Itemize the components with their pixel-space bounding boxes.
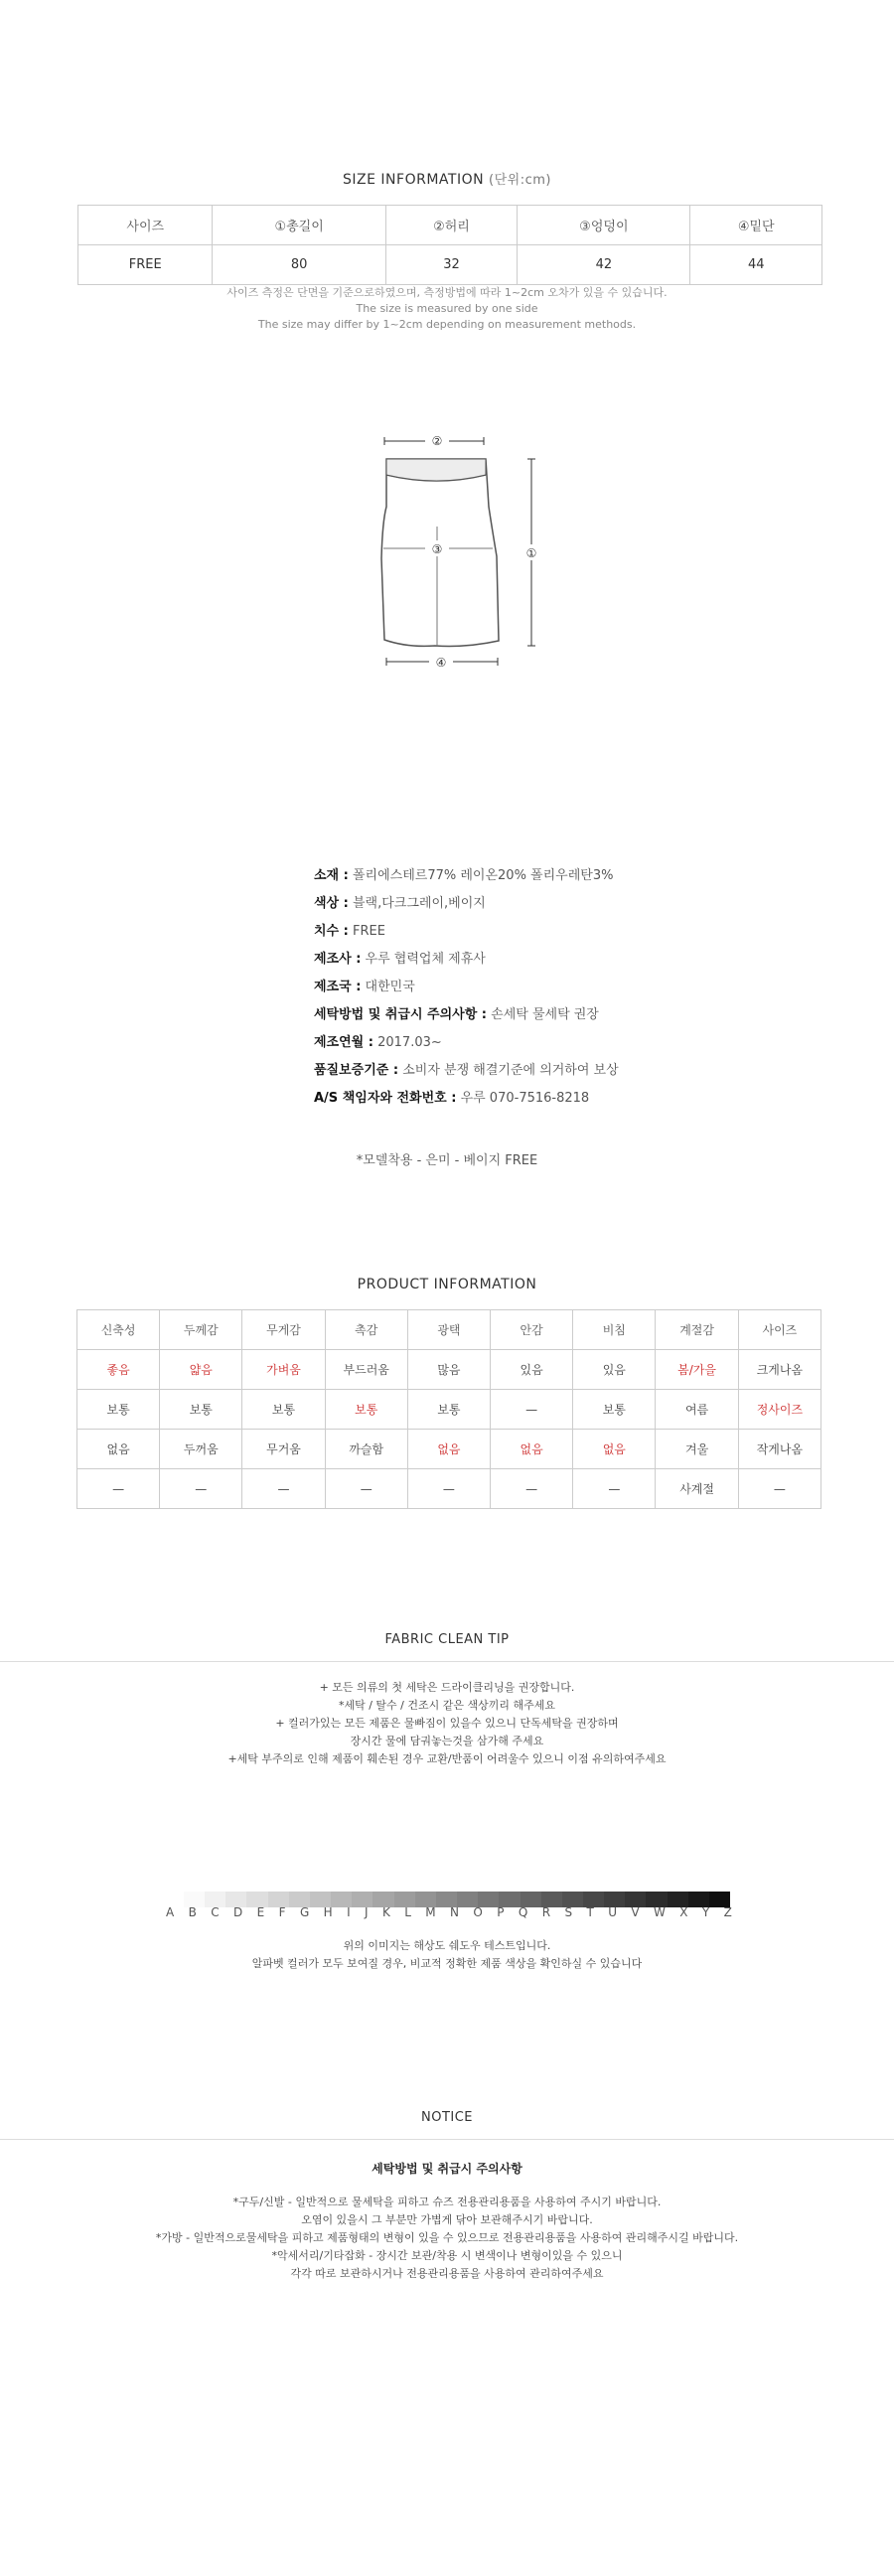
product-cell: 없음	[573, 1430, 656, 1469]
grayscale-letter: H	[323, 1905, 333, 1919]
diagram-label-hem: ④	[435, 656, 447, 670]
grayscale-letter: D	[233, 1905, 243, 1919]
model-note: *모델착용 - 은미 - 베이지 FREE	[356, 1153, 538, 1168]
product-header-cell: 안감	[491, 1310, 573, 1350]
grayscale-letter: B	[188, 1905, 197, 1919]
size-table-row	[78, 245, 822, 285]
product-cell: —	[738, 1469, 820, 1509]
product-header-cell: 무게감	[242, 1310, 325, 1350]
grayscale-letter: I	[347, 1905, 351, 1919]
grayscale-letter: W	[654, 1905, 666, 1919]
grayscale-letter: P	[497, 1905, 505, 1919]
spec-row	[314, 1001, 619, 1029]
spec-row	[314, 946, 619, 974]
product-cell: 보통	[407, 1390, 490, 1430]
size-info-title: SIZE INFORMATION	[343, 172, 485, 188]
spec-value: 대한민국	[365, 980, 415, 994]
product-cell: 정사이즈	[738, 1390, 820, 1430]
fabric-tip-line: + 컬러가있는 모든 제품은 물빠짐이 있을수 있으니 단독세탁을 권장하며	[275, 1717, 619, 1730]
grayscale-letter: T	[586, 1905, 594, 1919]
grayscale-letter: V	[631, 1905, 640, 1919]
product-table-row	[77, 1430, 821, 1469]
product-cell: —	[77, 1469, 160, 1509]
section-divider	[0, 2139, 894, 2140]
spec-label: 색상 :	[314, 896, 349, 911]
product-cell: 좋음	[77, 1350, 160, 1390]
product-cell: 보통	[325, 1390, 407, 1430]
product-cell: 보통	[573, 1390, 656, 1430]
grayscale-letter: F	[278, 1905, 286, 1919]
spec-value: FREE	[352, 924, 385, 939]
product-table-row	[77, 1390, 821, 1430]
product-cell: —	[573, 1469, 656, 1509]
fabric-tip-title: FABRIC CLEAN TIP	[384, 1632, 510, 1647]
grayscale-letter: X	[679, 1905, 688, 1919]
product-table-row	[77, 1469, 821, 1509]
spec-value: 우루 협력업체 제휴사	[365, 952, 486, 967]
spec-value: 손세탁 물세탁 권장	[491, 1007, 599, 1022]
size-table	[77, 205, 822, 285]
notice-subtitle: 세탁방법 및 취급시 주의사항	[372, 2162, 522, 2176]
notice-line: *가방 - 일반적으로물세탁을 피하고 제품형태의 변형이 있을 수 있으므로 전용관리용품을 사용하여 관리해주시길 바랍니다.	[155, 2231, 739, 2244]
grayscale-letter: E	[256, 1905, 265, 1919]
notice-line: *구두/신발 - 일반적으로 물세탁을 피하고 슈즈 전용관리용품을 사용하여 주시기 바랍니다.	[232, 2196, 662, 2208]
spec-row	[314, 1085, 619, 1113]
size-note-line: The size may differ by 1~2cm depending on measurement methods.	[257, 318, 637, 331]
notice-line: *악세서리/기타잡화 - 장시간 보관/착용 시 변색이나 변형이있을 수 있으니	[271, 2249, 623, 2262]
size-header-cell: ②허리	[385, 206, 517, 245]
size-cell: 44	[690, 245, 822, 285]
grayscale-letter: N	[450, 1905, 460, 1919]
spec-row	[314, 1057, 619, 1085]
product-cell: 있음	[491, 1350, 573, 1390]
size-note-line: 사이즈 측정은 단면을 기준으로하였으며, 측정방법에 따라 1~2cm 오차가 있을 수 있습니다.	[226, 286, 668, 299]
grayscale-letter: J	[365, 1905, 369, 1919]
size-note-line: The size is measured by one side	[356, 302, 538, 315]
fabric-tip-line: 장시간 물에 담궈놓는것을 삼가해 주세요	[350, 1735, 544, 1747]
fabric-tip-lines	[0, 1679, 894, 1768]
product-cell: 보통	[242, 1390, 325, 1430]
product-cell: 사계절	[656, 1469, 738, 1509]
product-cell: 작게나옴	[738, 1430, 820, 1469]
spec-row	[314, 890, 619, 918]
product-cell: 보통	[160, 1390, 242, 1430]
grayscale-letter: L	[404, 1905, 411, 1919]
spec-row	[314, 1029, 619, 1057]
product-cell: 없음	[491, 1430, 573, 1469]
product-cell: 봄/가을	[656, 1350, 738, 1390]
grayscale-notes	[0, 1937, 894, 1973]
grayscale-letter: S	[564, 1905, 573, 1919]
product-cell: 없음	[407, 1430, 490, 1469]
spec-value: 블랙,다크그레이,베이지	[352, 896, 486, 911]
product-info-title: PRODUCT INFORMATION	[357, 1277, 537, 1292]
product-cell: 얇음	[160, 1350, 242, 1390]
diagram-label-waist: ②	[431, 434, 443, 448]
grayscale-letter: K	[381, 1905, 390, 1919]
product-cell: 까슬함	[325, 1430, 407, 1469]
grayscale-letter: O	[473, 1905, 483, 1919]
notice-line: 각각 따로 보관하시거나 전용관리용품을 사용하여 관리하여주세요	[290, 2267, 604, 2280]
grayscale-letter: M	[425, 1905, 436, 1919]
size-header-cell: ①총길이	[213, 206, 385, 245]
product-header-cell: 계절감	[656, 1310, 738, 1350]
spec-row	[314, 918, 619, 946]
size-info-heading	[0, 169, 894, 188]
fabric-tip-line: + 모든 의류의 첫 세탁은 드라이클리닝을 권장합니다.	[319, 1681, 575, 1694]
product-header-cell: 비침	[573, 1310, 656, 1350]
fabric-tip-line: *세탁 / 탈수 / 건조시 같은 색상끼리 해주세요	[338, 1699, 556, 1712]
size-cell: 42	[518, 245, 690, 285]
product-cell: 보통	[77, 1390, 160, 1430]
grayscale-letter: G	[299, 1905, 310, 1919]
product-table-row	[77, 1350, 821, 1390]
product-cell: 많음	[407, 1350, 490, 1390]
notice-title: NOTICE	[420, 2110, 474, 2125]
spec-value: 소비자 분쟁 해결기준에 의거하여 보상	[402, 1063, 619, 1078]
size-header-cell: ③엉덩이	[518, 206, 690, 245]
grayscale-letter: U	[608, 1905, 618, 1919]
grayscale-letter: R	[541, 1905, 551, 1919]
spec-label: 세탁방법 및 취급시 주의사항 :	[314, 1007, 487, 1022]
grayscale-letter: A	[166, 1905, 175, 1919]
spec-row	[314, 862, 619, 890]
product-cell: —	[407, 1469, 490, 1509]
product-header-cell: 신축성	[77, 1310, 160, 1350]
product-cell: 크게나옴	[738, 1350, 820, 1390]
product-header-cell: 두께감	[160, 1310, 242, 1350]
product-header-cell: 사이즈	[738, 1310, 820, 1350]
skirt-measurement-diagram	[368, 427, 566, 715]
product-cell: —	[242, 1469, 325, 1509]
diagram-label-hip: ③	[431, 542, 443, 556]
fabric-tip-line: +세탁 부주의로 인해 제품이 훼손된 경우 교환/반품이 어려울수 있으니 이점 유의하여주세요	[227, 1752, 667, 1765]
product-cell: 가벼움	[242, 1350, 325, 1390]
size-notes	[0, 285, 894, 333]
product-cell: 부드러움	[325, 1350, 407, 1390]
spec-label: 제조연월 :	[314, 1035, 373, 1050]
product-cell: 여름	[656, 1390, 738, 1430]
product-cell: 겨울	[656, 1430, 738, 1469]
product-header-cell: 광택	[407, 1310, 490, 1350]
spec-value: 우루 070-7516-8218	[460, 1091, 590, 1106]
grayscale-letter: Q	[518, 1905, 528, 1919]
spec-label: A/S 책임자와 전화번호 :	[314, 1091, 457, 1106]
product-cell: 무거움	[242, 1430, 325, 1469]
notice-line: 오염이 있을시 그 부분만 가볍게 닦아 보관해주시기 바랍니다.	[301, 2213, 593, 2226]
size-cell: FREE	[78, 245, 213, 285]
spec-label: 품질보증기준 :	[314, 1063, 399, 1078]
spec-label: 치수 :	[314, 924, 349, 939]
size-cell: 32	[385, 245, 517, 285]
size-table-header	[78, 206, 822, 245]
spec-list	[314, 862, 619, 1113]
size-header-cell: ④밑단	[690, 206, 822, 245]
grayscale-note-line: 위의 이미지는 해상도 쉐도우 테스트입니다.	[343, 1939, 551, 1952]
grayscale-letter: Y	[701, 1905, 710, 1919]
section-divider	[0, 1661, 894, 1662]
spec-row	[314, 974, 619, 1001]
notice-lines	[0, 2194, 894, 2283]
spec-value: 2017.03~	[377, 1035, 442, 1050]
grayscale-letter: C	[211, 1905, 220, 1919]
product-table-header	[77, 1310, 821, 1350]
product-cell: —	[160, 1469, 242, 1509]
product-cell: 두꺼움	[160, 1430, 242, 1469]
spec-label: 제조국 :	[314, 980, 362, 994]
size-header-cell: 사이즈	[78, 206, 213, 245]
product-cell: —	[491, 1390, 573, 1430]
product-info-table	[76, 1309, 821, 1509]
diagram-label-length: ①	[525, 546, 537, 560]
product-cell: 있음	[573, 1350, 656, 1390]
grayscale-letter: Z	[723, 1905, 732, 1919]
product-header-cell: 촉감	[325, 1310, 407, 1350]
size-info-unit: (단위:cm)	[489, 173, 551, 188]
product-cell: —	[491, 1469, 573, 1509]
product-cell: 없음	[77, 1430, 160, 1469]
size-cell: 80	[213, 245, 385, 285]
product-cell: —	[325, 1469, 407, 1509]
grayscale-note-line: 알파벳 컬러가 모두 보여질 경우, 비교적 정확한 제품 색상을 확인하실 수 있습니다	[251, 1957, 643, 1970]
spec-label: 제조사 :	[314, 952, 362, 967]
spec-value: 폴리에스테르77% 레이온20% 폴리우레탄3%	[352, 868, 614, 883]
spec-label: 소재 :	[314, 868, 349, 883]
grayscale-letters	[166, 1905, 732, 1919]
